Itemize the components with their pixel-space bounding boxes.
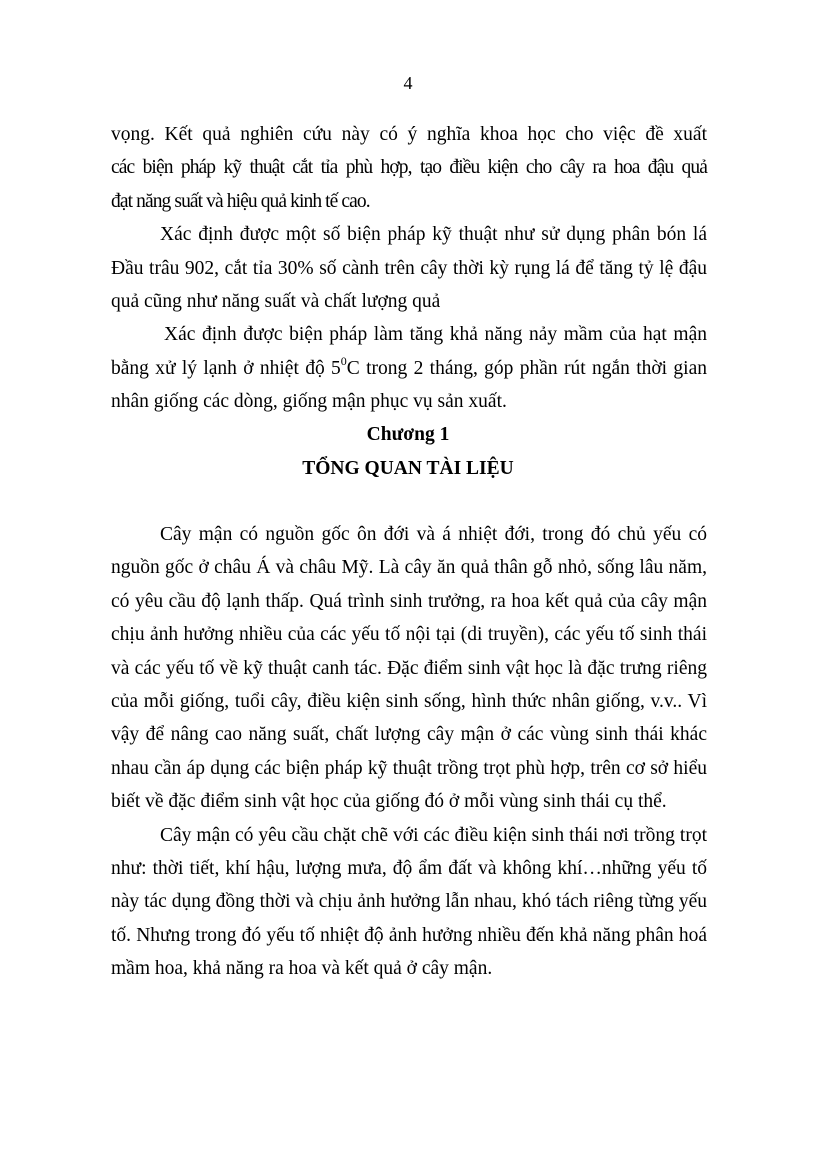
chapter-label: Chương 1: [366, 424, 450, 445]
intro-block: [111, 118, 707, 419]
paragraph: Cây mận có yêu cầu chặt chẽ với các điều kiện sinh thái nơi trồng trọt như: thời tiết, khí hậu, lượng mưa, độ ẩm đất và không khí…những yếu tố này tác dụng đồng thời và chịu ảnh hưởng lẫn nhau, khó tách riêng từng yếu tố. Nhưng trong đó yếu tố nhiệt độ ảnh hưởng nhiều đến khả năng phân hoá mầm hoa, khả năng ra hoa và kết quả ở cây mận.: [111, 824, 707, 980]
paragraph-germination: [111, 318, 707, 418]
intro-line: đạt năng suất và hiệu quả kinh tế cao.: [111, 190, 370, 212]
temperature-superscript: 0: [340, 354, 347, 369]
main-text-block: [111, 518, 707, 986]
intro-line: các biện pháp kỹ thuật cắt tỉa phù hợp, tạo điều kiện cho cây ra hoa đậu quả: [111, 157, 707, 179]
germination-text-end: C trong 2 tháng, góp phần rút ngắn thời gian nhân giống các dòng, giống mận phục vụ sản xuất.: [111, 357, 707, 413]
page-number: 4: [403, 73, 413, 93]
intro-line: vọng. Kết quả nghiên cứu này có ý nghĩa khoa học cho việc đề xuất: [111, 124, 707, 145]
chapter-title: TỔNG QUAN TÀI LIỆU: [302, 458, 514, 479]
germination-text-start: Xác định được biện pháp làm tăng khả năng nảy mầm của hạt mận bằng xử lý lạnh ở nhiệt độ 5: [111, 324, 707, 379]
paragraph-fertilizer: Xác định được một số biện pháp kỹ thuật như sử dụng phân bón lá Đầu trâu 902, cắt tỉa 30% số cành trên cây thời kỳ rụng lá để tăng tỷ lệ đậu quả cũng như năng suất và chất lượng quả: [111, 224, 707, 313]
paragraph: Cây mận có nguồn gốc ôn đới và á nhiệt đới, trong đó chủ yếu có nguồn gốc ở châu Á và châu Mỹ. Là cây ăn quả thân gỗ nhỏ, sống lâu năm, có yêu cầu độ lạnh thấp. Quá trình sinh trưởng, ra hoa kết quả của cây mận chịu ảnh hưởng nhiều của các yếu tố nội tại (di truyền), các yếu tố sinh thái và các yếu tố về kỹ thuật canh tác. Đặc điểm sinh vật học là đặc trưng riêng của mỗi giống, tuổi cây, điều kiện sinh sống, hình thức nhân giống, v.v.. Vì vậy để nâng cao năng suất, chất lượng cây mận ở các vùng sinh thái khác nhau cần áp dụng các biện pháp kỹ thuật trồng trọt phù hợp, trên cơ sở hiểu biết về đặc điểm sinh vật học của giống đó ở mỗi vùng sinh thái cụ thể.: [111, 524, 707, 813]
